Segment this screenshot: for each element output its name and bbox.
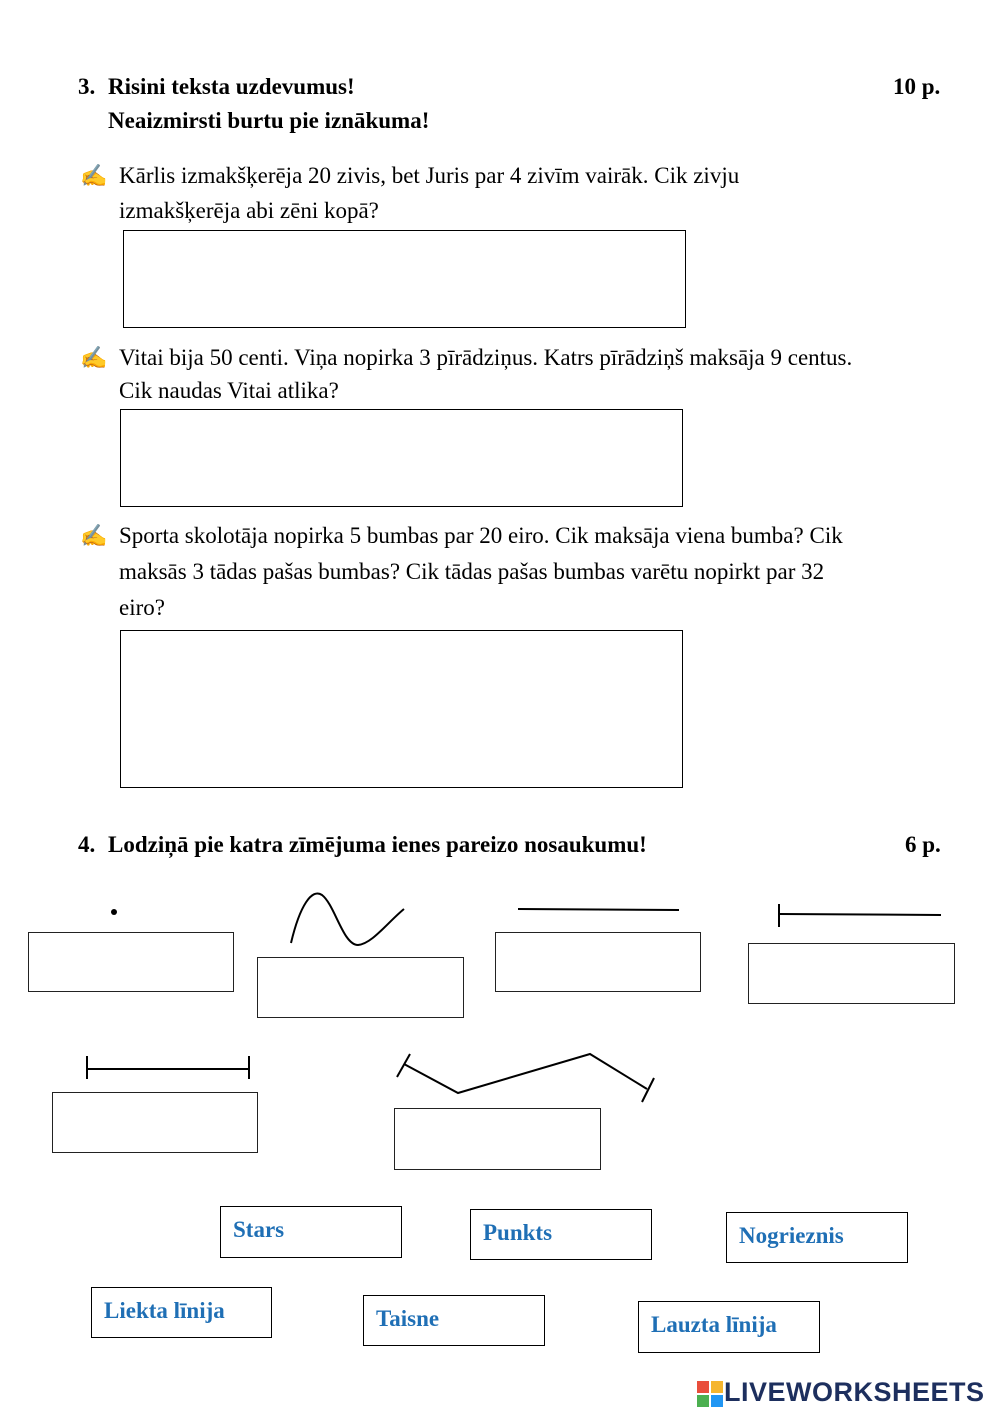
problem-3-line-2: maksās 3 tādas pašas bumbas? Cik tādas pašas bumbas varētu nopirkt par 32 (119, 559, 825, 584)
liveworksheets-logo-icon (697, 1381, 723, 1407)
segment-figure (87, 1056, 249, 1079)
broken-line-figure (397, 1054, 654, 1102)
task3-number: 3. (78, 74, 96, 99)
task3-title: Risini teksta uzdevumus! (108, 74, 355, 99)
task3-subtitle: Neaizmirsti burtu pie iznākuma! (108, 108, 430, 133)
pencil-icon: ✍ (80, 523, 108, 548)
task3-points: 10 p. (893, 74, 941, 99)
task4-title: Lodziņā pie katra zīmējuma ienes pareizo nosaukumu! (108, 832, 647, 857)
word-card-lauzta-linija[interactable]: Lauzta līnija (638, 1301, 820, 1353)
problem-2-line-2: Cik naudas Vitai atlika? (119, 378, 339, 403)
straight-line-figure (518, 909, 679, 910)
problem-3-line-3: eiro? (119, 595, 165, 620)
ray-figure (779, 904, 941, 927)
word-card-liekta-linija[interactable]: Liekta līnija (91, 1287, 272, 1338)
logo-square (711, 1395, 723, 1407)
drop-box-segment[interactable] (52, 1092, 258, 1153)
task4-points: 6 p. (905, 832, 941, 857)
logo-square (697, 1395, 709, 1407)
problem-2-line-1: Vitai bija 50 centi. Viņa nopirka 3 pīrādziņus. Katrs pīrādziņš maksāja 9 centus. (119, 345, 853, 370)
drop-box-curved-line[interactable] (257, 957, 464, 1018)
logo-square (697, 1381, 709, 1393)
drop-box-ray[interactable] (748, 943, 955, 1004)
problem-1-line-2: izmakšķerēja abi zēni kopā? (119, 198, 379, 223)
problem-3-line-1: Sporta skolotāja nopirka 5 bumbas par 20 eiro. Cik maksāja viena bumba? Cik (119, 523, 843, 548)
task4-number: 4. (78, 832, 96, 857)
brand-name: LIVEWORKSHEETS (724, 1377, 985, 1407)
curved-line-figure (291, 893, 404, 945)
problem-1-line-1: Kārlis izmakšķerēja 20 zivis, bet Juris par 4 zivīm vairāk. Cik zivju (119, 163, 740, 188)
word-card-nogrieznis[interactable]: Nogrieznis (726, 1212, 908, 1263)
point-figure (111, 909, 117, 915)
pencil-icon: ✍ (80, 345, 108, 370)
word-card-stars[interactable]: Stars (220, 1206, 402, 1258)
drop-box-straight-line[interactable] (495, 932, 701, 992)
word-card-taisne[interactable]: Taisne (363, 1295, 545, 1346)
logo-square (711, 1381, 723, 1393)
pencil-icon: ✍ (80, 163, 108, 188)
drop-box-point[interactable] (28, 932, 234, 992)
word-card-punkts[interactable]: Punkts (470, 1209, 652, 1260)
drop-box-broken-line[interactable] (394, 1108, 601, 1170)
